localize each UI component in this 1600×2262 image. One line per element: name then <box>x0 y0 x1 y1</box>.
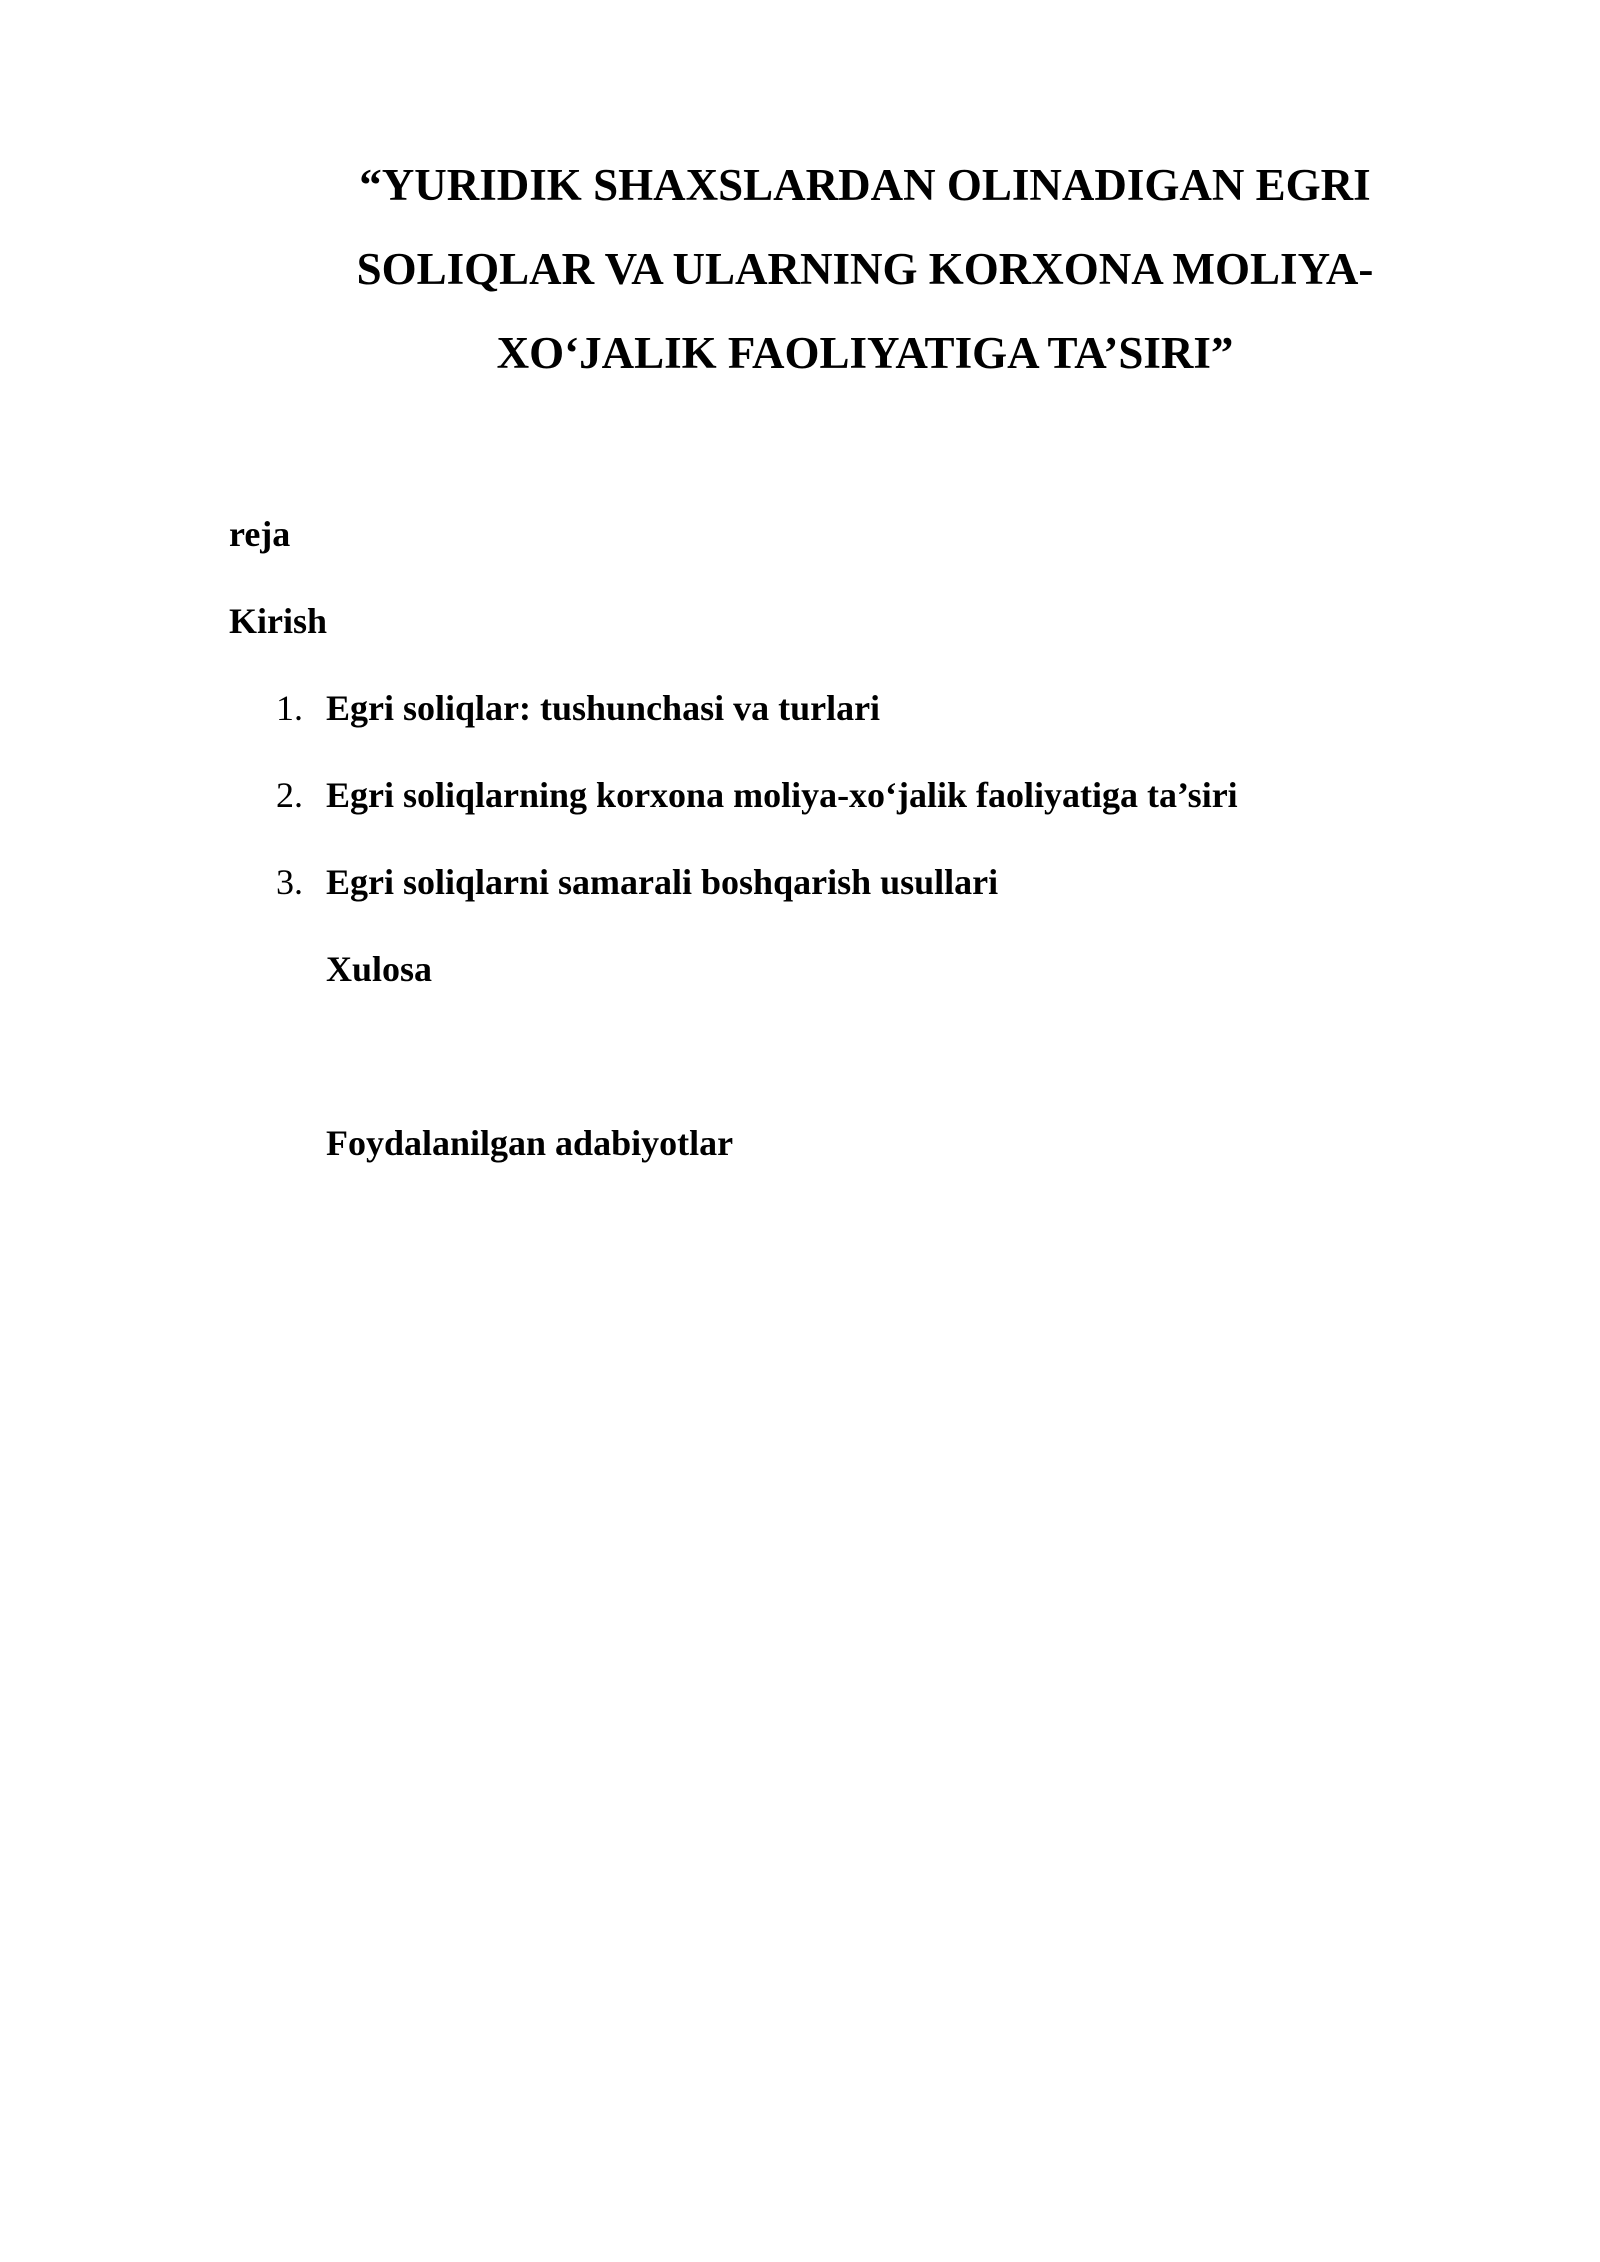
references-heading: Foydalanilgan adabiyotlar <box>326 1123 734 1163</box>
title-line: “YURIDIK SHAXSLARDAN OLINADIGAN EGRI <box>359 160 1371 210</box>
title-line: XO‘JALIK FAOLIYATIGA TA’SIRI” <box>496 328 1234 378</box>
document-title <box>300 143 1430 395</box>
list-item-text: Egri soliqlarni samarali boshqarish usullari <box>326 862 999 902</box>
intro-heading: Kirish <box>229 601 328 641</box>
plan-heading: reja <box>229 514 291 554</box>
list-item-number: 1. <box>276 688 303 728</box>
conclusion-heading: Xulosa <box>326 949 433 989</box>
list-item-text: Egri soliqlarning korxona moliya-xo‘jalik faoliyatiga ta’siri <box>326 775 1238 815</box>
list-item-text: Egri soliqlar: tushunchasi va turlari <box>326 688 881 728</box>
list-item-number: 3. <box>276 862 303 902</box>
list-item-number: 2. <box>276 775 303 815</box>
title-line: SOLIQLAR VA ULARNING KORXONA MOLIYA- <box>356 244 1374 294</box>
